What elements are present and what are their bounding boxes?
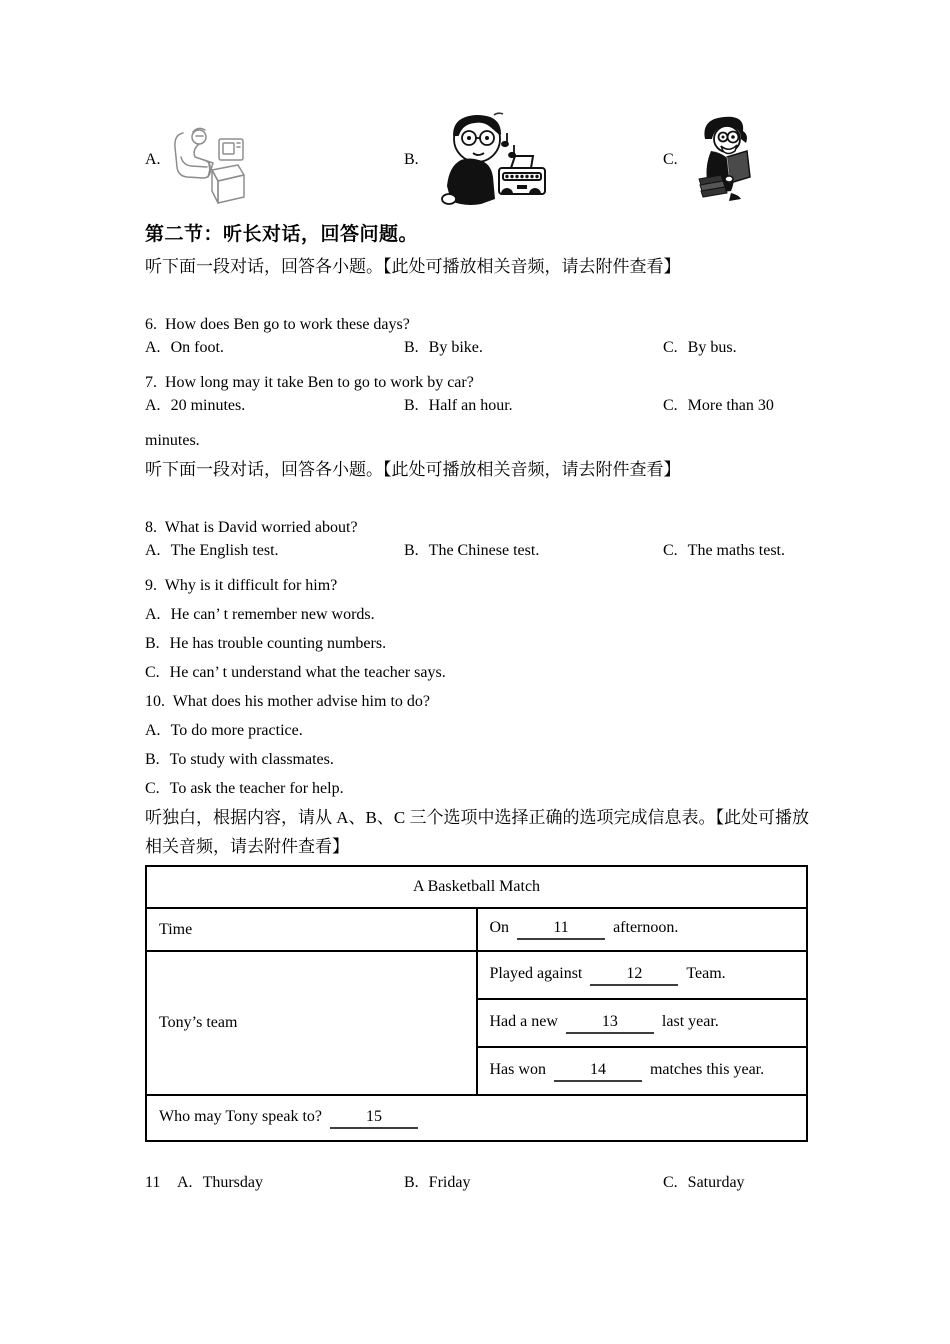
basketball-match-table	[145, 865, 808, 1142]
question-7: 7. How long may it take Ben to go to work by car?	[145, 374, 474, 391]
option-b-label: B.	[404, 151, 419, 168]
option-a: A. The English test.	[145, 542, 279, 559]
option-c: C. The maths test.	[663, 542, 785, 559]
question-10-option-c: C. To ask the teacher for help.	[145, 780, 344, 797]
option-a: A. 20 minutes.	[145, 397, 246, 414]
blank-11: 11	[517, 919, 605, 940]
monologue-instruction-line1: 听独白，根据内容，请从 A、B、C 三个选项中选择正确的选项完成信息表。【此处可播放	[145, 808, 809, 827]
section-heading: 第二节：听长对话，回答问题。	[145, 224, 419, 245]
paper-body	[145, 222, 808, 1203]
option-b: B. The Chinese test.	[404, 542, 540, 559]
table-row-footer	[146, 1095, 807, 1141]
option-a-label: A.	[145, 151, 161, 168]
option-c: C. Saturday	[663, 1174, 745, 1191]
question-9: 9. Why is it difficult for him?	[145, 577, 338, 594]
time-label-cell: Time	[146, 908, 477, 951]
spacer	[145, 484, 808, 513]
question-6: 6. How does Ben go to work these days?	[145, 316, 410, 333]
question-10-option-a: A. To do more practice.	[145, 722, 303, 739]
question-11-number: 11	[145, 1174, 161, 1191]
option-c: C. By bus.	[663, 339, 737, 356]
question-7-options	[145, 397, 808, 426]
question-8: 8. What is David worried about?	[145, 519, 358, 536]
option-b: B. Half an hour.	[404, 397, 513, 414]
blank-15: 15	[330, 1108, 418, 1129]
boy-watching-tv-icon	[171, 117, 247, 210]
question-10-option-b: B. To study with classmates.	[145, 751, 334, 768]
blank-13: 13	[566, 1013, 654, 1034]
blank-12: 12	[590, 965, 678, 986]
team-value-cell-2: Had a new 13 last year.	[477, 999, 808, 1047]
table-title-row	[146, 866, 807, 908]
team-value-cell-3: Has won 14 matches this year.	[477, 1047, 808, 1095]
team-label-cell: Tony’s team	[146, 951, 477, 1095]
dialogue-instruction-2: 听下面一段对话，回答各小题。【此处可播放相关音频，请去附件查看】	[145, 460, 681, 479]
option-a: A. On foot.	[145, 339, 224, 356]
option-c-label: C.	[663, 151, 678, 168]
question-8-options	[145, 542, 808, 571]
option-a: A. Thursday	[177, 1174, 263, 1191]
option-b: B. Friday	[404, 1174, 471, 1191]
question-9-option-c: C. He can’ t understand what the teacher says.	[145, 664, 446, 681]
table-row-team-1	[146, 951, 807, 999]
table-row-time	[146, 908, 807, 951]
question-9-option-b: B. He has trouble counting numbers.	[145, 635, 387, 652]
blank-14: 14	[554, 1061, 642, 1082]
time-value-cell: On 11 afternoon.	[477, 908, 808, 951]
footer-cell: Who may Tony speak to? 15	[146, 1095, 807, 1141]
spacer	[145, 281, 808, 310]
option-b: B. By bike.	[404, 339, 483, 356]
question-6-options	[145, 339, 808, 368]
question-9-option-a: A. He can’ t remember new words.	[145, 606, 375, 623]
option-c: C. More than 30	[663, 397, 774, 414]
dialogue-instruction-1: 听下面一段对话，回答各小题。【此处可播放相关音频，请去附件查看】	[145, 257, 681, 276]
boy-listening-radio-icon	[437, 111, 547, 213]
team-value-cell-1: Played against 12 Team.	[477, 951, 808, 999]
monologue-instruction-line2: 相关音频，请去附件查看】	[145, 837, 349, 856]
question-11-options	[145, 1174, 808, 1203]
boy-reading-book-icon	[697, 113, 754, 210]
table-title: A Basketball Match	[146, 866, 807, 908]
question-7-option-c-wrap: minutes.	[145, 432, 200, 449]
question-10: 10. What does his mother advise him to do?	[145, 693, 430, 710]
